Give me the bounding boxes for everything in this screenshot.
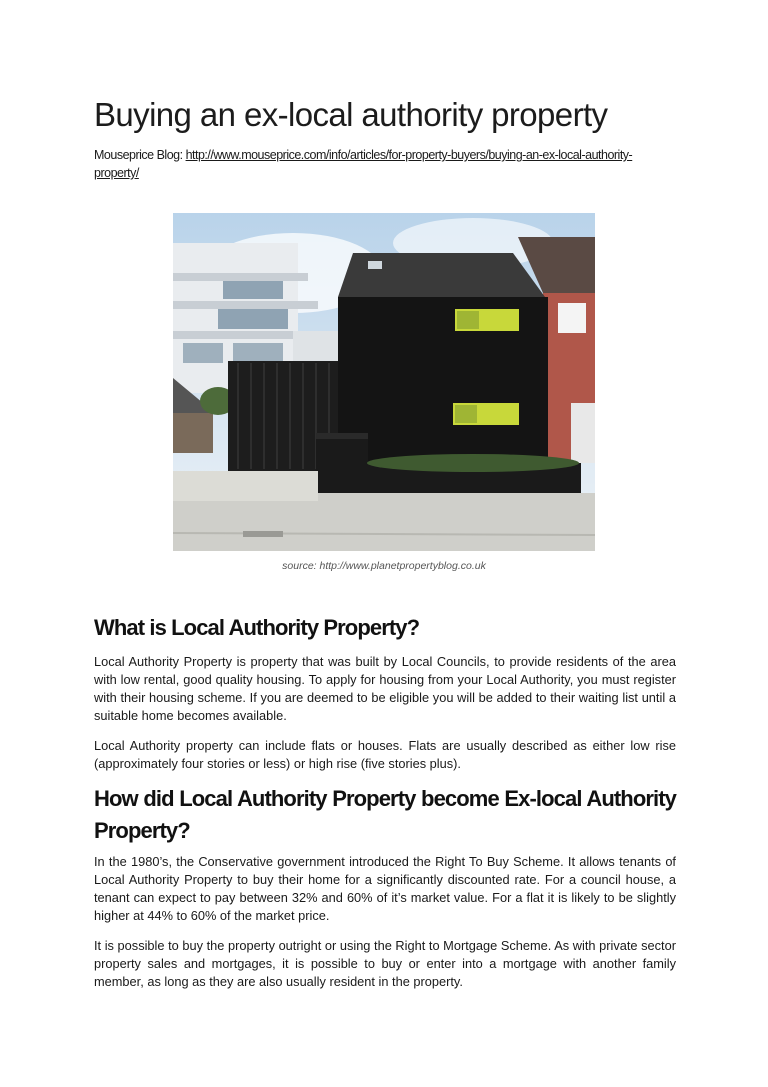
paragraph: In the 1980’s, the Conservative government introduced the Right To Buy Scheme. It allows tenants of Local Authority Property to buy their home for a significantly discounted rate. For a council house, a tenant can expect to pay between 32% and 60% of it’s market value. For a flat it is likely to be slightly higher at 44% to 60% of the market price.	[94, 854, 676, 923]
source-citation	[94, 146, 674, 182]
section-heading-how-did: How did Local Authority Property become Ex-local Authority Property?	[94, 786, 676, 843]
paragraph: Local Authority Property is property that was built by Local Councils, to provide residents of the area with low rental, good quality housing. To apply for housing from your Local Authority, you must register with their housing scheme. If you are deemed to be eligible you will be added to their waiting list until a suitable home becomes available.	[94, 654, 676, 723]
source-link[interactable]: http://www.mouseprice.com/info/articles/for-property-buyers/buying-an-ex-local-authority-property/	[94, 148, 633, 180]
source-prefix: Mouseprice Blog:	[94, 148, 186, 162]
image-caption: source: http://www.planetpropertyblog.co.uk	[282, 560, 486, 572]
paragraph: Local Authority property can include flats or houses. Flats are usually described as either low rise (approximately four stories or less) or high rise (five stories plus).	[94, 738, 676, 771]
section-heading-what-is: What is Local Authority Property?	[94, 615, 420, 640]
house-photo	[173, 213, 595, 551]
page-title: Buying an ex-local authority property	[94, 96, 608, 133]
paragraph: It is possible to buy the property outright or using the Right to Mortgage Scheme. As with private sector property sales and mortgages, it is possible to buy or enter into a mortgage with another family member, as long as they are also usually resident in the property.	[94, 938, 676, 989]
